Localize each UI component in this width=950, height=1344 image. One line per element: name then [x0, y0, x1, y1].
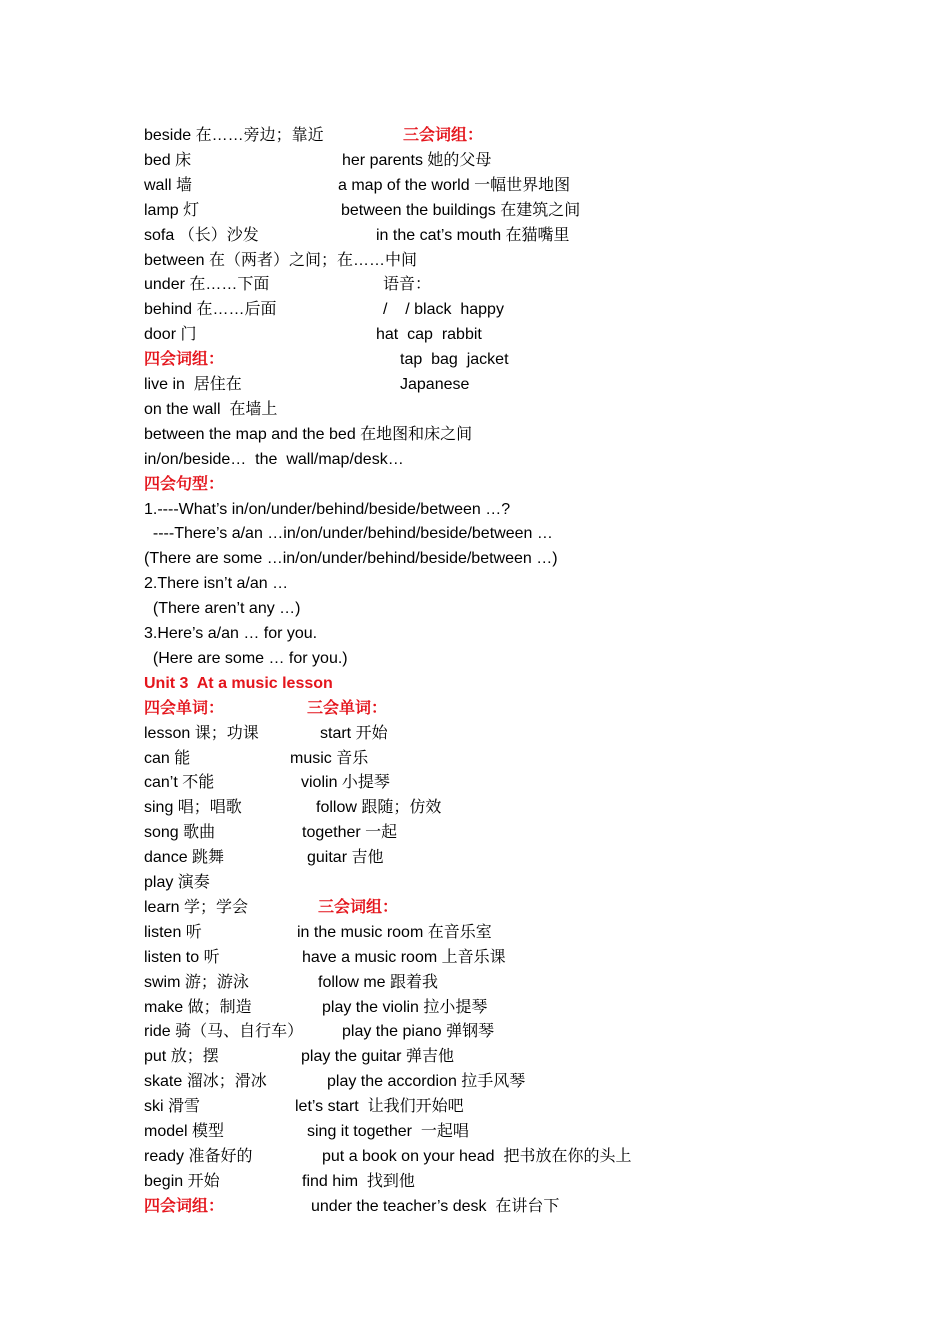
line-right-25: music 音乐 [290, 749, 369, 767]
line-left-18: 2.There isn’t a/an … [144, 575, 289, 593]
line-left-36: ride 骑（马、自行车） [144, 1023, 304, 1041]
line-left-39: ski 滑雪 [144, 1098, 201, 1116]
line-left-15: 1.----What’s in/on/under/behind/beside/between …? [144, 500, 511, 518]
line-left-21: (Here are some … for you.) [144, 649, 348, 667]
line-left-25: can 能 [144, 749, 191, 767]
line-left-0: beside 在……旁边；靠近 [144, 127, 324, 144]
line-left-29: dance 跳舞 [144, 849, 225, 867]
line-left-5: between 在（两者）之间；在……中间 [144, 251, 417, 269]
line-right-26: violin 小提琴 [301, 774, 390, 792]
line-left-35: make 做；制造 [144, 998, 252, 1016]
line-left-13: in/on/beside… the wall/map/desk… [144, 450, 404, 468]
line-right-23: 三会单词： [307, 699, 388, 717]
line-left-26: can’t 不能 [144, 774, 215, 792]
line-right-0: 三会词组： [403, 127, 484, 144]
line-left-30: play 演奏 [144, 874, 210, 891]
line-left-37: put 放；摆 [144, 1048, 219, 1066]
line-right-10: Japanese [400, 376, 470, 393]
line-left-32: listen 听 [144, 923, 202, 941]
line-left-3: lamp 灯 [144, 201, 200, 219]
line-left-12: between the map and the bed 在地图和床之间 [144, 425, 473, 443]
line-right-24: start 开始 [320, 724, 388, 742]
line-right-4: in the cat’s mouth 在猫嘴里 [376, 226, 570, 244]
line-left-11: on the wall 在墙上 [144, 400, 278, 418]
line-right-32: in the music room 在音乐室 [297, 923, 492, 941]
line-left-24: lesson 课；功课 [144, 724, 259, 742]
line-left-19: (There aren’t any …) [144, 600, 301, 618]
line-right-7: / / black happy [383, 301, 504, 319]
line-right-37: play the guitar 弹吉他 [301, 1048, 454, 1066]
line-right-8: hat cap rabbit [376, 326, 482, 344]
line-left-7: behind 在……后面 [144, 301, 277, 319]
line-left-16: ----There’s a/an …in/on/under/behind/beside/between … [144, 525, 553, 543]
line-right-3: between the buildings 在建筑之间 [341, 201, 581, 219]
line-left-17: (There are some …in/on/under/behind/beside/between …) [144, 550, 558, 568]
line-right-36: play the piano 弹钢琴 [342, 1023, 495, 1041]
line-left-8: door 门 [144, 326, 197, 344]
line-right-42: find him 找到他 [302, 1172, 415, 1190]
line-left-43: 四会词组： [144, 1197, 225, 1215]
line-right-27: follow 跟随；仿效 [316, 799, 442, 817]
line-right-43: under the teacher’s desk 在讲台下 [311, 1197, 560, 1215]
line-left-1: bed 床 [144, 151, 192, 169]
line-left-40: model 模型 [144, 1123, 225, 1140]
line-right-9: tap bag jacket [400, 351, 509, 369]
line-left-23: 四会单词： [144, 699, 225, 717]
line-right-40: sing it together 一起唱 [307, 1123, 469, 1140]
line-left-42: begin 开始 [144, 1172, 220, 1190]
line-left-14: 四会句型： [144, 475, 225, 493]
line-right-41: put a book on your head 把书放在你的头上 [322, 1147, 632, 1165]
line-left-2: wall 墙 [144, 176, 193, 194]
line-left-28: song 歌曲 [144, 824, 216, 842]
line-left-34: swim 游；游泳 [144, 973, 249, 991]
line-left-22: Unit 3 At a music lesson [144, 674, 333, 692]
line-left-4: sofa （长）沙发 [144, 226, 259, 244]
line-right-1: her parents 她的父母 [342, 151, 492, 169]
line-right-39: let’s start 让我们开始吧 [295, 1098, 464, 1116]
line-right-31: 三会词组： [318, 898, 399, 916]
line-left-6: under 在……下面 [144, 276, 270, 294]
line-left-33: listen to 听 [144, 948, 220, 966]
line-left-10: live in 居住在 [144, 376, 242, 393]
line-right-38: play the accordion 拉手风琴 [327, 1073, 526, 1091]
line-left-41: ready 准备好的 [144, 1147, 253, 1165]
line-left-20: 3.Here’s a/an … for you. [144, 625, 318, 642]
line-right-34: follow me 跟着我 [318, 973, 439, 991]
line-left-31: learn 学；学会 [144, 898, 249, 916]
line-right-6: 语音： [383, 276, 432, 294]
line-right-33: have a music room 上音乐课 [302, 948, 506, 966]
line-right-35: play the violin 拉小提琴 [322, 998, 488, 1016]
line-left-38: skate 溜冰；滑冰 [144, 1073, 267, 1091]
line-left-9: 四会词组： [144, 351, 225, 369]
line-right-28: together 一起 [302, 824, 398, 842]
line-right-29: guitar 吉他 [307, 849, 384, 867]
line-left-27: sing 唱；唱歌 [144, 799, 242, 817]
line-right-2: a map of the world 一幅世界地图 [338, 176, 571, 194]
